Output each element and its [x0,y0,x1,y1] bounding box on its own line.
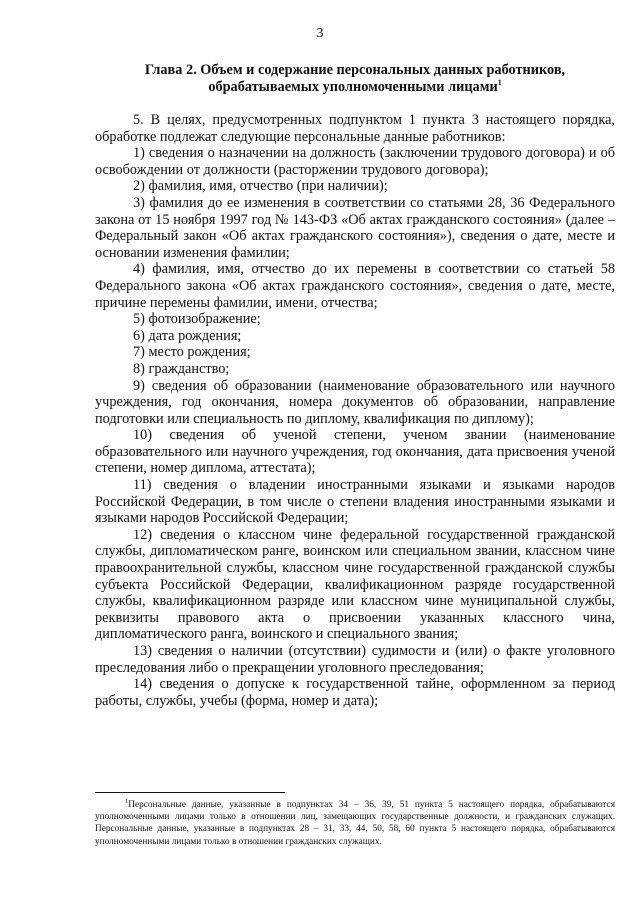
list-item-6: 6) дата рождения; [133,327,242,344]
footnote-divider [95,792,285,793]
chapter-title [90,62,620,96]
list-item-4: 4) фамилия, имя, отчество до их перемены в соответствии со статьей 58 Федерального закона «Об актах гражданского состояния», сведения о дате, месте, причине перемены фамилии, имени, отчества; [95,261,615,311]
paragraph-item-5: 5. В целях, предусмотренных подпунктом 1 пункта 3 настоящего порядка, обработке подлежат следующие персональные данные работников: [95,112,615,145]
footnote-text: Персональные данные, указанные в подпунктах 34 – 36, 39, 51 пункта 5 настоящего порядка, обрабатываются уполномоченными лицами только в отношении лиц, замещающих государственные должности, и гражданских служащих. Персональные данные, указанные в подпунктах 28 – 31, 33, 44, 50, 58, 60 пункта 5 настоящего порядка, обрабатываются уполномоченными лицами только в отношении гражданских служащих. [95,800,615,847]
list-item-10: 10) сведения об ученой степени, ученом звании (наименование образовательного или научного учреждения, год окончания, дата присвоения ученой степени, номер диплома, аттестата); [95,427,615,477]
list-item-11: 11) сведения о владении иностранными языками и языками народов Российской Федерации, в том числе о степени владения иностранными языками и языками народов Российской Федерации; [95,477,615,527]
list-item-5: 5) фотоизображение; [133,311,261,328]
list-item-7: 7) место рождения; [133,344,251,361]
chapter-title-line-1: Глава 2. Объем и содержание персональных данных работников, [144,62,566,78]
list-item-1: 1) сведения о назначении на должность (заключении трудового договора) и об освобождении от должности (расторжении трудового договора); [95,145,615,178]
list-item-13: 13) сведения о наличии (отсутствии) судимости и (или) о факте уголовного преследования либо о прекращении уголовного преследования; [95,643,615,676]
list-item-8: 8) гражданство; [133,360,230,377]
list-item-12: 12) сведения о классном чине федеральной государственной гражданской службы, дипломатическом ранге, воинском или специальном звании, классном чине правоохранительной службы, классном чине государственной гражданской службы субъекта Российской Федерации, квалификационном разряде государственной службы, квалификационном разряде или классном чине муниципальной службы, реквизиты правового акта о присвоении указанных классного чина, дипломатического ранга, воинского и специального звания; [95,526,615,643]
footnote-mark: 1 [125,797,129,805]
footnote [95,799,615,848]
footnote-reference: 1 [497,78,502,88]
list-item-14: 14) сведения о допуске к государственной тайне, оформленном за период работы, службы, учебы (форма, номер и дата); [95,676,615,709]
list-item-2: 2) фамилия, имя, отчество (при наличии); [133,178,388,195]
chapter-title-line-2 [90,79,620,96]
list-item-9: 9) сведения об образовании (наименование образовательного или научного учреждения, год окончания, номера документов об образовании, направление подготовки или специальность по диплому, квалификация по диплому); [95,377,615,427]
document-body [95,112,615,709]
page-number: 3 [316,26,324,41]
chapter-title-line-2-text: обрабатываемых уполномоченными лицами [208,79,498,95]
list-item-3: 3) фамилия до ее изменения в соответствии со статьями 28, 36 Федерального закона от 15 ноября 1997 год № 143-ФЗ «Об актах гражданского состояния» (далее – Федеральный закон «Об актах гражданского состояния»), сведения о дате, месте и основании изменения фамилии; [95,194,615,261]
